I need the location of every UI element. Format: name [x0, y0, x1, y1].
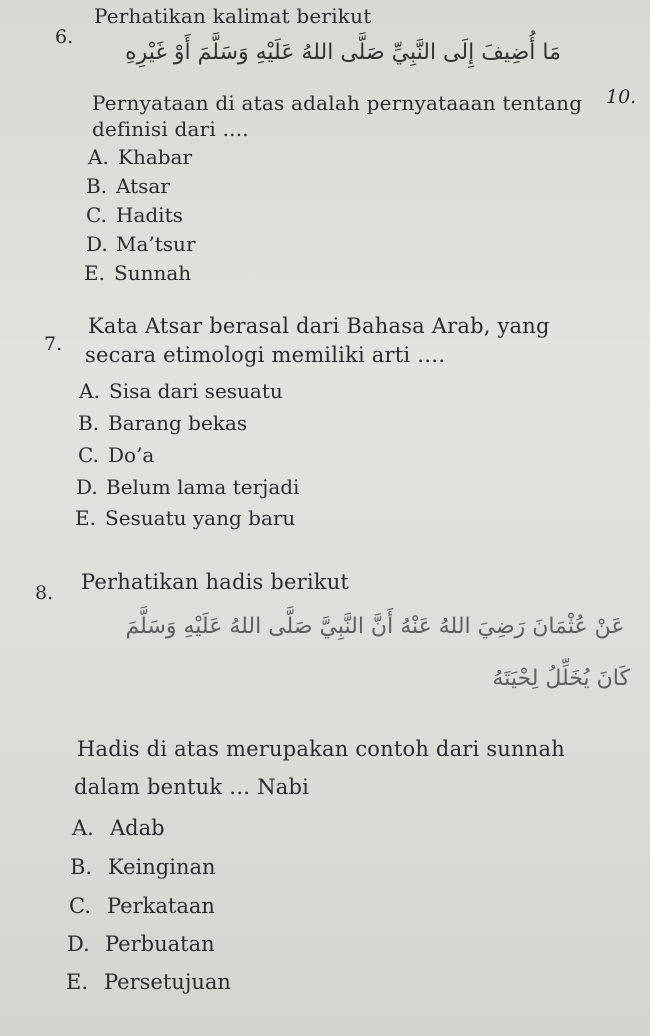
question-number-7: 7. — [44, 333, 63, 355]
option-text: Sesuatu yang baru — [105, 506, 296, 530]
option-text: Khabar — [118, 145, 193, 169]
option-letter: B. — [78, 411, 100, 435]
question-6-option-b[interactable] — [86, 174, 170, 198]
question-6-stem-line2: definisi dari .... — [92, 117, 249, 141]
question-7-option-a[interactable] — [79, 379, 283, 403]
option-text: Belum lama terjadi — [106, 475, 300, 499]
option-text: Keinginan — [108, 855, 216, 879]
option-letter: D. — [67, 932, 90, 956]
option-letter: B. — [86, 174, 108, 198]
question-8-option-a[interactable] — [72, 816, 165, 840]
question-7-option-b[interactable] — [78, 411, 247, 435]
option-letter: A. — [88, 145, 109, 169]
option-text: Atsar — [116, 174, 170, 198]
option-text: Hadits — [116, 203, 183, 227]
option-text: Persetujuan — [104, 970, 231, 994]
question-8-stem-line2: dalam bentuk … Nabi — [74, 775, 310, 799]
option-text: Do’a — [108, 443, 155, 467]
question-7-stem-line2: secara etimologi memiliki arti …. — [85, 343, 446, 367]
question-6-option-d[interactable] — [86, 232, 196, 256]
question-8-arabic-line1: عَنْ عُثْمَانَ رَضِيَ اللهُ عَنْهُ أَنَّ النَّبِيَّ صَلَّى اللهُ عَلَيْهِ وَسَلَّمَ — [125, 614, 625, 639]
option-text: Barang bekas — [108, 411, 248, 435]
option-text: Perbuatan — [105, 932, 215, 956]
option-letter: A. — [79, 379, 100, 403]
question-number-6: 6. — [55, 26, 74, 48]
option-letter: C. — [86, 203, 107, 227]
question-7-stem-line1: Kata Atsar berasal dari Bahasa Arab, yang — [88, 314, 550, 338]
question-7-option-e[interactable] — [75, 506, 295, 530]
option-letter: E. — [66, 970, 89, 994]
option-text: Ma’tsur — [116, 232, 196, 256]
question-6-option-a[interactable] — [88, 145, 192, 169]
option-text: Sisa dari sesuatu — [109, 379, 283, 403]
option-letter: D. — [86, 232, 108, 256]
question-6-arabic-text: مَا أُضِيفَ إِلَى النَّبِيِّ صَلَّى اللهُ عَلَيْهِ وَسَلَّمَ أَوْ غَيْرِهِ — [125, 40, 561, 65]
question-6-option-c[interactable] — [86, 203, 183, 227]
question-8-option-d[interactable] — [67, 932, 215, 956]
option-text: Sunnah — [114, 261, 192, 285]
option-letter: C. — [78, 443, 99, 467]
option-letter: E. — [84, 261, 105, 285]
option-letter: E. — [75, 506, 96, 530]
question-7-option-c[interactable] — [78, 443, 154, 467]
question-8-instruction: Perhatikan hadis berikut — [81, 570, 350, 594]
question-8-option-c[interactable] — [69, 894, 215, 918]
question-8-option-e[interactable] — [66, 970, 231, 994]
option-text: Adab — [110, 816, 165, 840]
question-6-stem-line1: Pernyataan di atas adalah pernyataaan tentang — [92, 91, 583, 115]
question-7-option-d[interactable] — [76, 475, 299, 499]
option-text: Perkataan — [107, 894, 215, 918]
question-8-stem-line1: Hadis di atas merupakan contoh dari sunnah — [77, 737, 565, 761]
question-6-instruction: Perhatikan kalimat berikut — [94, 4, 372, 28]
question-number-8: 8. — [35, 582, 54, 604]
option-letter: A. — [72, 816, 94, 840]
side-question-number: 10. — [606, 86, 637, 108]
question-8-option-b[interactable] — [70, 855, 216, 879]
question-8-arabic-line2: كَانَ يُخَلِّلُ لِحْيَتَهُ — [492, 666, 630, 691]
option-letter: B. — [70, 855, 93, 879]
option-letter: D. — [76, 475, 98, 499]
option-letter: C. — [69, 894, 91, 918]
question-6-option-e[interactable] — [84, 261, 191, 285]
